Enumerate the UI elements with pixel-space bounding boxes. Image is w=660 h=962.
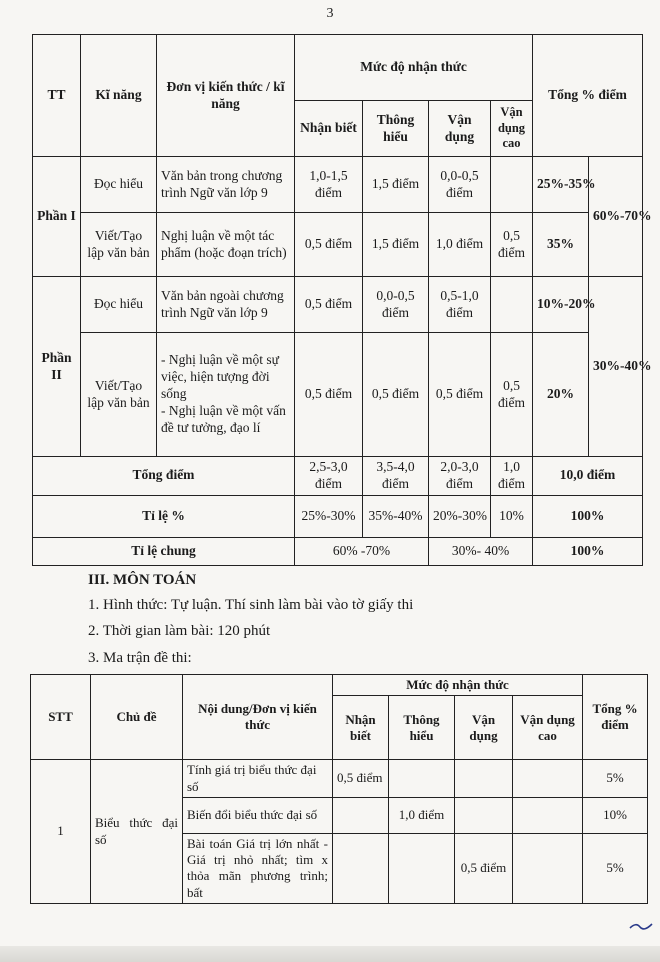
content-cell: Bài toán Giá trị lớn nhất - Giá trị nhỏ nhất; tìm x thỏa mãn phương trình; bất	[183, 833, 333, 903]
pct-cell: 5%	[583, 833, 648, 903]
section-item-3: 3. Ma trận đề thi:	[88, 650, 192, 666]
th-don-vi: Đơn vị kiến thức / kĩ năng	[157, 35, 295, 157]
nb-cell: 0,5 điểm	[295, 333, 363, 457]
th-chu-de: Chủ đề	[91, 675, 183, 760]
vd-cell: 1,0 điểm	[429, 213, 491, 277]
vd-cell: 0,5-1,0 điểm	[429, 277, 491, 333]
unit-cell: Văn bản ngoài chương trình Ngữ văn lớp 9	[157, 277, 295, 333]
tong-diem-total: 10,0 điểm	[533, 457, 643, 496]
signature-mark-icon	[628, 918, 654, 934]
th-cell: 0,5 điểm	[363, 333, 429, 457]
phan-2-total: 30%-40%	[589, 277, 643, 457]
phan-2-label: Phần II	[33, 277, 81, 457]
th-muc-do: Mức độ nhận thức	[333, 675, 583, 696]
unit-cell: Văn bản trong chương trình Ngữ văn lớp 9	[157, 157, 295, 213]
th-cell: 3,5-4,0 điểm	[363, 457, 429, 496]
th-cell: 1,5 điểm	[363, 157, 429, 213]
math-matrix-table	[30, 674, 648, 904]
vdc-cell: 10%	[491, 495, 533, 537]
ti-le-chung-right: 30%- 40%	[429, 537, 533, 565]
th-thong-hieu: Thông hiểu	[389, 696, 455, 760]
th-van-dung: Vận dụng	[455, 696, 513, 760]
nb-cell: 2,5-3,0 điểm	[295, 457, 363, 496]
nb-cell: 0,5 điểm	[295, 277, 363, 333]
skill-cell: Viết/Tạo lập văn bản	[81, 213, 157, 277]
literature-matrix-table	[32, 34, 652, 566]
vd-cell: 0,0-0,5 điểm	[429, 157, 491, 213]
vd-cell	[455, 797, 513, 833]
content-cell: Tính giá trị biểu thức đại số	[183, 760, 333, 798]
vdc-cell	[513, 760, 583, 798]
th-cell	[389, 760, 455, 798]
tong-diem-label: Tổng điểm	[33, 457, 295, 496]
ti-le-chung-label: Tỉ lệ chung	[33, 537, 295, 565]
vdc-cell	[513, 797, 583, 833]
skill-cell: Đọc hiểu	[81, 277, 157, 333]
pct-cell: 10%-20%	[533, 277, 589, 333]
pct-cell: 35%	[533, 213, 589, 277]
nb-cell: 25%-30%	[295, 495, 363, 537]
th-tong: Tổng % điểm	[533, 35, 643, 157]
ti-le-label: Tỉ lệ %	[33, 495, 295, 537]
ti-le-total: 100%	[533, 495, 643, 537]
unit-cell: Nghị luận về một tác phẩm (hoặc đoạn trích)	[157, 213, 295, 277]
vdc-cell: 0,5 điểm	[491, 213, 533, 277]
th-stt: STT	[31, 675, 91, 760]
vd-cell	[455, 760, 513, 798]
vd-cell: 20%-30%	[429, 495, 491, 537]
section-item-1: 1. Hình thức: Tự luận. Thí sinh làm bài vào tờ giấy thi	[88, 597, 414, 613]
ti-le-chung-total: 100%	[533, 537, 643, 565]
vdc-cell: 1,0 điểm	[491, 457, 533, 496]
pct-cell: 25%-35%	[533, 157, 589, 213]
pct-cell: 20%	[533, 333, 589, 457]
unit-cell: - Nghị luận về một sự việc, hiện tượng đời sống - Nghị luận về một vấn đề tư tưởng, đạo lí	[157, 333, 295, 457]
th-tong: Tổng % điểm	[583, 675, 648, 760]
th-nhan-biet: Nhận biết	[295, 101, 363, 157]
th-ki-nang: Kĩ năng	[81, 35, 157, 157]
skill-cell: Đọc hiểu	[81, 157, 157, 213]
th-van-dung-cao: Vận dụng cao	[513, 696, 583, 760]
vd-cell: 0,5 điểm	[429, 333, 491, 457]
th-cell: 1,5 điểm	[363, 213, 429, 277]
phan-1-total: 60%-70%	[589, 157, 643, 277]
stt-cell: 1	[31, 760, 91, 904]
th-nhan-biet: Nhận biết	[333, 696, 389, 760]
page-number: 3	[326, 6, 334, 21]
th-muc-do: Mức độ nhận thức	[295, 35, 533, 101]
section-title: III. MÔN TOÁN	[88, 572, 197, 588]
nb-cell: 0,5 điểm	[295, 213, 363, 277]
th-tt: TT	[33, 35, 81, 157]
th-noi-dung: Nội dung/Đơn vị kiến thức	[183, 675, 333, 760]
th-cell: 35%-40%	[363, 495, 429, 537]
nb-cell	[333, 797, 389, 833]
phan-1-label: Phần I	[33, 157, 81, 277]
nb-cell: 0,5 điểm	[333, 760, 389, 798]
th-cell: 1,0 điểm	[389, 797, 455, 833]
topic-cell: Biểu thức đại số	[91, 760, 183, 904]
th-cell	[389, 833, 455, 903]
page-bottom-shadow	[0, 946, 660, 962]
section-item-2: 2. Thời gian làm bài: 120 phút	[88, 623, 271, 639]
nb-cell: 1,0-1,5 điểm	[295, 157, 363, 213]
pct-cell: 5%	[583, 760, 648, 798]
vdc-cell	[513, 833, 583, 903]
th-thong-hieu: Thông hiểu	[363, 101, 429, 157]
pct-cell: 10%	[583, 797, 648, 833]
vdc-cell	[491, 277, 533, 333]
th-van-dung-cao: Vận dụng cao	[491, 101, 533, 157]
vdc-cell: 0,5 điểm	[491, 333, 533, 457]
nb-cell	[333, 833, 389, 903]
th-cell: 0,0-0,5 điểm	[363, 277, 429, 333]
content-cell: Biến đổi biểu thức đại số	[183, 797, 333, 833]
th-van-dung: Vận dụng	[429, 101, 491, 157]
vd-cell: 0,5 điểm	[455, 833, 513, 903]
skill-cell: Viết/Tạo lập văn bản	[81, 333, 157, 457]
vd-cell: 2,0-3,0 điểm	[429, 457, 491, 496]
vdc-cell	[491, 157, 533, 213]
ti-le-chung-left: 60% -70%	[295, 537, 429, 565]
